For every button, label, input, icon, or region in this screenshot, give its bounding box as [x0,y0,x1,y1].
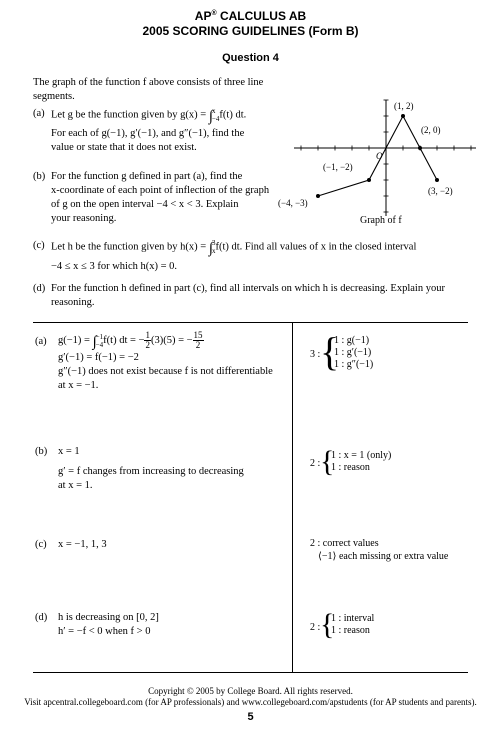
part-a-line3: value or state that it does not exist. [51,142,197,154]
graph-of-f [278,88,480,230]
header-subtitle: 2005 SCORING GUIDELINES (Form B) [142,24,359,38]
question-part-a [33,107,45,121]
part-a-line1-post: f(t) dt. [219,109,247,121]
answer-d-line1: h is decreasing on [0, 2] [58,612,159,623]
answer-b-points-total: 2 : [310,458,321,469]
part-a-line1 [51,107,291,123]
part-d-line1: For the function h defined in part (c), find all intervals on which h is decreasing. Explain your [51,283,445,294]
footer-copyright: Copyright © 2005 by College Board. All rights reserved. [148,686,353,696]
answer-d-points-total: 2 : [310,622,321,633]
table-top-rule [33,322,468,323]
registered-mark: ® [211,10,217,17]
integral-sign: ∫ [92,333,97,350]
answer-c-points: 2 : correct values [310,538,379,549]
answer-a-pre: g(−1) = [58,334,93,346]
point-item: 1 : interval [331,613,375,624]
answer-d-label: (d) [35,612,48,623]
point-item: 1 : g(−1) [334,335,370,346]
part-a-label: (a) [33,108,45,119]
upper-limit: −1 [95,332,104,341]
part-d-label: (d) [33,283,46,294]
fraction-result [193,331,204,350]
answer-a-line1 [58,331,290,351]
part-d-line2: reasoning. [51,297,95,308]
part-a-line2: For each of g(−1), g′(−1), and g″(−1), find the [51,128,245,140]
origin-label: O [376,151,383,161]
part-c-line1 [51,239,481,255]
f-point-label: (−1, −2) [323,162,353,172]
f-point-label: (3, −2) [428,186,453,196]
answer-b-brace: { [320,445,335,478]
part-b-line3: of g on the open interval −4 < x < 3. Explain [51,199,239,210]
answer-d-brace: { [320,608,335,641]
header-title [0,9,501,23]
question-part-c-text [51,239,481,274]
part-c-line2: −4 ≤ x ≤ 3 for which h(x) = 0. [51,261,178,273]
answer-a-line2: g′(−1) = f(−1) = −2 [58,352,139,363]
answer-d-line2: h′ = −f < 0 when f > 0 [58,626,151,637]
answer-b-line3: at x = 1. [58,480,93,491]
integral-sign: ∫ [208,240,213,257]
f-point-label: (−4, −3) [278,198,308,208]
answer-a-points-total: 3 : [310,349,321,360]
question-part-b-text [51,170,291,226]
part-b-line2: x-coordinate of each point of inflection of the graph [51,185,270,196]
question-part-d-text [51,282,481,310]
answer-a-label: (a) [35,336,47,347]
answer-a-line3: g″(−1) does not exist because f is not differentiable [58,366,273,377]
footer-visit: Visit apcentral.collegeboard.com (for AP professionals) and www.collegeboard.com/apstudents (for AP students and parents). [24,697,477,707]
page-number: 5 [247,711,254,723]
answer-b-label: (b) [35,446,48,457]
intro-line1: The graph of the function f above consists of three line [33,77,264,88]
part-c-label: (c) [33,240,45,251]
part-b-line1: For the function g defined in part (a), find the [51,171,243,182]
lower-limit: x [211,247,216,255]
answer-b [58,445,290,493]
part-a-line1-pre: Let g be the function given by g(x) = [51,109,209,121]
question-number: Question 4 [222,52,279,64]
table-divider [292,322,293,672]
answer-a-mid: f(t) dt = − [103,334,145,346]
f-point-label: (2, 0) [421,125,441,135]
answer-a [58,331,290,393]
f-point [316,194,320,198]
answer-a-post: (3)(5) = − [150,334,193,346]
denominator: 2 [195,340,201,350]
numerator: 1 [145,330,150,340]
header-ap: AP [194,9,212,23]
answer-a-points [334,335,373,371]
point-item: 1 : reason [331,462,370,473]
question-part-a-text [51,107,291,155]
answer-b-line1: x = 1 [58,446,80,457]
intro-line2: segments. [33,91,75,102]
part-b-label: (b) [33,171,46,182]
point-item: 1 : g″(−1) [334,359,374,370]
answer-d [58,611,290,639]
lower-limit: −4 [211,115,220,123]
denominator: 2 [145,340,150,350]
answer-c-label: (c) [35,539,47,550]
answer-b-points [331,450,391,474]
header-calculus: CALCULUS AB [216,9,307,23]
f-point [418,146,422,150]
answer-b-line2: g′ = f changes from increasing to decreasing [58,466,244,477]
f-point [435,178,439,182]
f-point [367,178,371,182]
part-c-line1-pre: Let h be the function given by h(x) = [51,241,209,253]
answer-c-line1: x = −1, 1, 3 [58,539,107,550]
table-bottom-rule [33,672,468,673]
answer-c-deduction: ⟨−1⟩ each missing or extra value [318,551,449,562]
part-c-line1-post: f(t) dt. Find all values of x in the closed interval [215,241,417,253]
f-point [401,114,405,118]
upper-limit: 3 [211,239,216,247]
part-b-line4: your reasoning. [51,213,117,224]
point-item: 1 : reason [331,625,370,636]
intro [33,76,263,104]
numerator: 15 [193,330,203,340]
point-item: 1 : x = 1 (only) [331,450,392,461]
lower-limit: −4 [95,340,104,349]
answer-a-brace: { [320,329,340,374]
graph-caption: Graph of f [360,215,402,226]
point-item: 1 : g′(−1) [334,347,372,358]
answer-d-points [331,613,374,637]
upper-limit: x [211,107,216,115]
f-points [278,101,453,208]
answer-a-line4: at x = −1. [58,380,99,391]
f-point-label: (1, 2) [394,101,414,111]
integral-sign: ∫ [208,108,213,125]
